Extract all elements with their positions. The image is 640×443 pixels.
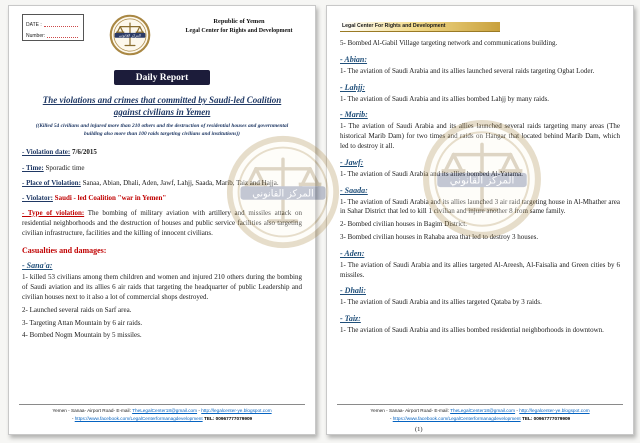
footer-address: Yemen - Sanaa- Airport Road- E-mail: <box>370 408 451 414</box>
section-heading: - Dhali: <box>340 286 366 296</box>
report-item: 3- Targeting Attan Mountain by 6 air raids. <box>22 318 143 327</box>
section-heading: - Aden: <box>340 248 365 258</box>
main-title: The violations and crimes that committed by Saudi-led Coalition against civilians in Yemen <box>42 95 282 118</box>
section-lahjj <box>340 83 620 105</box>
casualties-heading: Casualties and damages: <box>22 246 107 256</box>
page-footer <box>19 404 305 422</box>
section-sanaa <box>22 261 302 341</box>
footer-line2 <box>19 415 305 422</box>
footer-address: Yemen - Sanaa- Airport Road- E-mail: <box>52 408 133 414</box>
field-value: The bombing of military aviation with artillery and missiles attack on residential neighborhoods and the destruction of houses and public service facilities also targeting civilian infrastructure, facilities and the killing of innocent civilians. <box>22 208 302 238</box>
report-item: 4- Bombed Nogm Mountain by 5 missiles. <box>22 331 142 340</box>
footer-separator: - <box>197 408 202 414</box>
section-heading: - Lahjj: <box>340 82 366 92</box>
footer-telephone: TEL: 00967777079909 <box>203 415 253 421</box>
section-abian <box>340 55 620 77</box>
report-item: 1- The aviation of Saudi Arabia and its allies bombed Al-Yatama. <box>340 169 523 178</box>
field-violator <box>22 193 302 203</box>
section-saada <box>340 186 620 243</box>
field-violation-date <box>22 147 302 157</box>
footer-blog-link[interactable]: http://legalcenter-ye.blogspot.com <box>519 408 590 414</box>
number-label: Number: <box>26 33 46 39</box>
org-name: Legal Center for Rights and Development <box>185 27 293 34</box>
org-header <box>176 14 302 35</box>
running-header: Legal Center For Rights and Development <box>340 22 500 32</box>
svg-text:المركز القانوني: المركز القانوني <box>118 33 142 38</box>
section-marib <box>340 110 620 151</box>
page-number: (1) <box>415 426 423 433</box>
number-dotted-line <box>47 37 78 38</box>
section-taiz <box>340 314 620 336</box>
field-place <box>22 178 302 188</box>
footer-facebook-link[interactable]: https://www.facebook.com/LegalCenterformanagdevelopment <box>392 415 521 421</box>
section-dhali <box>340 286 620 308</box>
footer-line2-prefix: - <box>389 415 393 421</box>
legal-center-logo-icon <box>109 14 151 56</box>
date-dotted-line <box>44 26 78 27</box>
field-value: Sanaa, Abian, Dhali, Aden, Jawf, Lahjj, Saada, Marib, Taiz and Hajja. <box>80 178 279 187</box>
report-item: 1- The aviation of Saudi Arabia and its allies targeted Al-Areesh, Al-Faisalia and Green cities by 6 missiles. <box>340 260 620 279</box>
field-time <box>22 163 302 173</box>
subtitle-summary: ((Killed 54 civilians and injured more than 210 others and the destruction of residential houses and governmental building also more than 100 raids targeting civilians and institutions)) <box>35 123 289 137</box>
footer-line1 <box>337 407 623 414</box>
svg-text:المركز القانوني: المركز القانوني <box>252 188 314 200</box>
report-item: 5- Bombed Al-Gabil Village targeting network and communications building. <box>340 39 558 47</box>
footer-email-link[interactable]: TheLegalCenter18@gmail.com <box>450 408 516 414</box>
date-number-box <box>22 14 84 41</box>
field-value: Sporadic time <box>43 163 85 172</box>
field-label: - Place of Violation: <box>22 178 81 187</box>
date-label: DATE : <box>26 22 42 28</box>
section-heading: - Sana'a: <box>22 261 53 271</box>
section-heading: - Taiz: <box>340 314 361 324</box>
page-footer <box>337 404 623 422</box>
report-item: 2- Launched several raids on Sarf area. <box>22 305 132 314</box>
field-label: - Type of violation: <box>22 208 85 217</box>
section-heading: - Abian: <box>340 54 368 64</box>
field-violation-type <box>22 208 302 238</box>
field-label: - Time: <box>22 163 44 172</box>
section-aden <box>340 249 620 281</box>
field-value: 7/6/2015 <box>70 148 97 157</box>
report-page-2 <box>326 5 634 435</box>
report-item: 1- The aviation of Saudi Arabia and its allies targeted Qataba by 3 raids. <box>340 298 542 307</box>
report-item: 1- The aviation of Saudi Arabia and its allies bombed residential neighborhoods in downtown. <box>340 326 604 335</box>
letterhead <box>22 14 302 60</box>
report-item: 1- The aviation of Saudi Arabia and its allies bombed Lahjj by many raids. <box>340 94 550 103</box>
field-label: - Violation date: <box>22 148 71 157</box>
field-value: Saudi - led Coalition "war in Yemen" <box>52 193 167 202</box>
field-label: - Violator: <box>22 193 53 202</box>
report-item: 2- Bombed civilian houses in Bagim District. <box>340 220 467 229</box>
report-item: 1- The aviation of Saudi Arabia and its allies launched several raids targeting Ogbat Loder. <box>340 66 595 75</box>
section-heading: - Saada: <box>340 185 368 195</box>
report-page-1 <box>8 5 316 435</box>
report-item: 1- killed 53 civilians among them children and women and injured 210 others during the bombing of Saudi aviation and its allies 6 air raids that targeting the headquarter of public Leadership and civilian houses next to it also a lot of commercial shops destroyed. <box>22 273 302 301</box>
footer-line2 <box>337 415 623 422</box>
report-item: 3- Bombed civilian houses in Rahaba area that led to destroy 3 houses. <box>340 232 539 241</box>
section-heading: - Marib: <box>340 110 368 120</box>
svg-text:المركز القانوني: المركز القانوني <box>449 175 515 187</box>
report-item: 1- The aviation of Saudi Arabia and its allies launched 3 air raid targeting house in Al-Mhather area in Sahar District that led to kill 1 civilian and injure another 8 from same family. <box>340 197 620 216</box>
footer-facebook-link[interactable]: https://www.facebook.com/LegalCenterformanagdevelopment <box>74 415 203 421</box>
footer-telephone: TEL: 00967777079909 <box>521 415 571 421</box>
org-country: Republic of Yemen <box>213 18 265 25</box>
footer-email-link[interactable]: TheLegalCenter18@gmail.com <box>132 408 198 414</box>
footer-line1 <box>19 407 305 414</box>
footer-line2-prefix: - <box>71 415 75 421</box>
section-heading: - Jawf: <box>340 157 364 167</box>
report-item: 1- The aviation of Saudi Arabia and its allies launched several raids targeting many areas (The historical Marib Dam) for two times and raids on Hangar that located behind Marib Dam, which led to destroy it all. <box>340 122 620 150</box>
footer-blog-link[interactable]: http://legalcenter-ye.blogspot.com <box>201 408 272 414</box>
report-title-banner: Daily Report <box>114 70 210 85</box>
section-jawf <box>340 158 620 180</box>
footer-separator: - <box>515 408 520 414</box>
